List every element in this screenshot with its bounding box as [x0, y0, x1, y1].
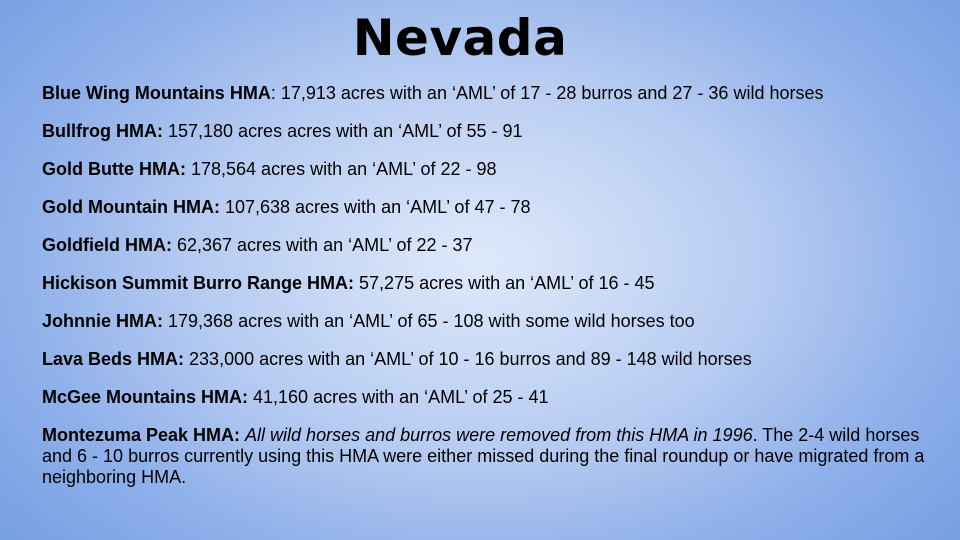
list-item [42, 197, 942, 218]
hma-details: 107,638 acres with an ‘AML’ of 47 - 78 [219, 197, 531, 217]
list-item [42, 159, 942, 180]
hma-details: 57,275 acres with an ‘AML’ of 16 - 45 [354, 273, 655, 293]
hma-details: 179,368 acres with an ‘AML’ of 65 - 108 with some wild horses too [163, 311, 695, 331]
hma-name: Lava Beds HMA: [42, 349, 185, 369]
hma-name: Gold Mountain HMA: [42, 197, 220, 217]
hma-details: 233,000 acres with an ‘AML’ of 10 - 16 burros and 89 - 148 wild horses [184, 349, 752, 369]
hma-list [42, 83, 942, 505]
hma-italic-note: All wild horses and burros were removed from this HMA in 1996 [245, 425, 753, 445]
list-item [42, 83, 942, 104]
hma-name: Hickison Summit Burro Range HMA: [42, 273, 355, 293]
list-item [42, 349, 942, 370]
hma-name: Goldfield HMA: [42, 235, 172, 255]
list-item [42, 121, 942, 142]
hma-details: 41,160 acres with an ‘AML’ of 25 - 41 [248, 387, 549, 407]
list-item [42, 387, 942, 408]
hma-details: 157,180 acres acres with an ‘AML’ of 55 - 91 [162, 121, 523, 141]
hma-separator: : [270, 83, 276, 103]
hma-details: 17,913 acres with an ‘AML’ of 17 - 28 burros and 27 - 36 wild horses [275, 83, 824, 103]
list-item [42, 273, 942, 294]
hma-details: 178,564 acres with an ‘AML’ of 22 - 98 [185, 159, 497, 179]
list-item [42, 235, 942, 256]
list-item-montezuma-peak [42, 425, 942, 488]
hma-name: Montezuma Peak HMA: [42, 425, 241, 445]
hma-name: Johnnie HMA: [42, 311, 163, 331]
hma-name: Blue Wing Mountains HMA [42, 83, 271, 103]
list-item [42, 311, 942, 332]
hma-details: 62,367 acres with an ‘AML’ of 22 - 37 [171, 235, 473, 255]
hma-details: . The 2-4 wild horses and 6 - 10 burros currently using this HMA were either missed during the final roundup or have migrated from a neighboring HMA. [42, 425, 925, 487]
hma-name: McGee Mountains HMA: [42, 387, 249, 407]
hma-name: Bullfrog HMA: [42, 121, 163, 141]
hma-name: Gold Butte HMA: [42, 159, 186, 179]
slide-title: Nevada [352, 9, 568, 67]
